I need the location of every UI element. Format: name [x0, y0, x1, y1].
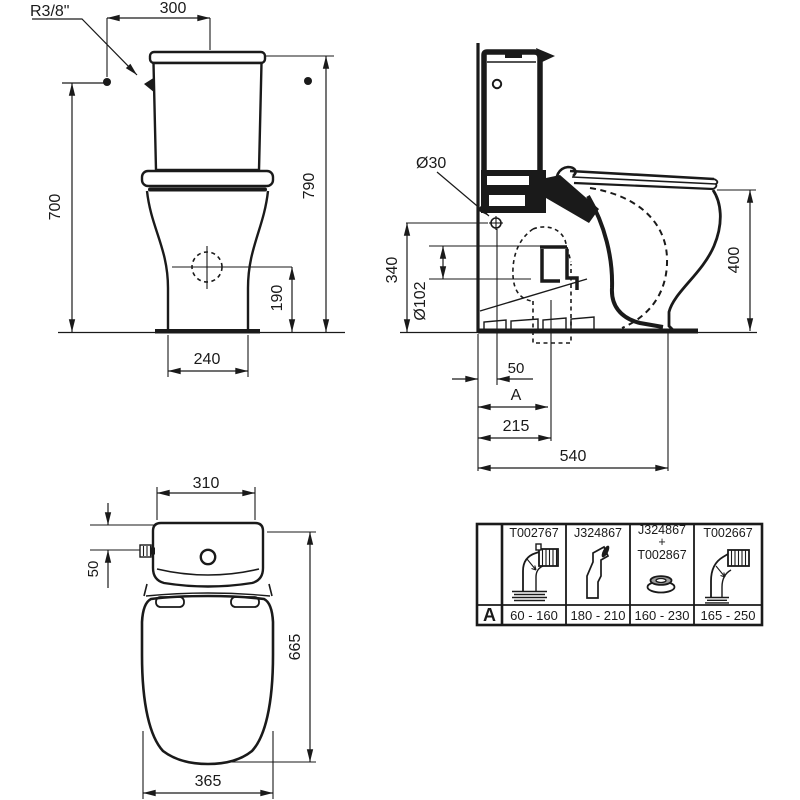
dim-side-hole-height [384, 223, 488, 332]
bowl-hidden-outline [590, 188, 667, 328]
front-total-height-label: 790 [301, 172, 318, 200]
side-rough-in-label: A [510, 387, 522, 404]
range-1: 60 - 160 [510, 608, 558, 623]
bowl-outer-profile [669, 190, 720, 330]
inlet-position-dot-right [304, 77, 312, 85]
cistern-body-front [154, 63, 262, 170]
top-view [85, 475, 316, 799]
seat-top-outline [142, 596, 273, 764]
side-wall-offset-label: 50 [507, 360, 525, 377]
dim-front-hole-height [269, 267, 292, 332]
part-number-3a: J324867 [638, 523, 686, 537]
side-hole-height-label: 340 [384, 256, 401, 284]
elbow-connector-icon [512, 544, 558, 601]
offset-connector-icon [587, 545, 611, 598]
front-base-width-label: 240 [193, 351, 221, 368]
range-4: 165 - 250 [700, 608, 756, 623]
inlet-connector-top [140, 545, 151, 557]
part-number-3b: T002867 [637, 548, 687, 562]
connector-table [477, 523, 762, 625]
dim-front-inlet-height [47, 83, 72, 332]
bowl-inner-wall [588, 196, 663, 327]
dim-side-outlet-center [478, 418, 551, 438]
inlet-connector-nub [151, 548, 155, 555]
range-2: 180 - 210 [570, 608, 626, 623]
front-view [30, 0, 345, 377]
elbow-connector-long-icon [705, 550, 749, 603]
seat-front [142, 171, 273, 186]
pedestal-left-edge [147, 191, 168, 329]
dim-inlet-thread [30, 3, 137, 75]
side-view [384, 43, 757, 471]
dim-front-base-width [168, 335, 248, 377]
top-cistern-width-label: 310 [192, 475, 220, 492]
sealing-ring-icon [648, 576, 675, 592]
part-number-4: T002667 [703, 526, 753, 540]
side-fixing-hole-dia-label: Ø30 [416, 155, 447, 172]
front-hole-height-label: 190 [269, 284, 286, 312]
dim-top-cistern-width [157, 475, 255, 520]
dim-side-rough-in [478, 387, 548, 407]
top-seat-width-label: 365 [194, 773, 222, 790]
side-bowl-height-label: 400 [726, 246, 743, 274]
table-row-label: A [483, 605, 496, 625]
inlet-connector-ribs [144, 546, 151, 556]
side-outlet-center-label: 215 [502, 418, 530, 435]
part-number-1: T002767 [509, 526, 559, 540]
side-outlet-dia-label: Ø102 [412, 281, 429, 321]
front-cistern-width-label: 300 [159, 0, 187, 17]
flush-button [201, 550, 215, 564]
cistern-fixing-hole [493, 80, 501, 88]
range-3: 160 - 230 [634, 608, 690, 623]
pedestal-right-edge [248, 191, 268, 329]
inlet-connection-marker [144, 77, 155, 93]
dim-side-bowl-height [717, 190, 756, 331]
side-depth-label: 540 [559, 448, 587, 465]
part-number-2: J324867 [574, 526, 622, 540]
part-number-3-plus: + [658, 535, 666, 549]
mechanism-window-2 [489, 195, 525, 206]
mechanism-window-1 [487, 176, 529, 185]
front-inlet-height-label: 700 [47, 193, 64, 221]
cistern-section [484, 52, 540, 185]
cistern-lid-front [150, 52, 265, 63]
lid-handle-notch [505, 53, 522, 58]
dim-side-depth [478, 448, 668, 468]
trap-dashed-left [513, 229, 533, 301]
dim-side-wall-offset [452, 360, 533, 379]
top-total-length-label: 665 [287, 633, 304, 661]
inlet-thread-label: R3/8" [30, 3, 70, 20]
inlet-position-dot-left [103, 78, 111, 86]
top-inlet-offset-label: 50 [85, 560, 102, 578]
